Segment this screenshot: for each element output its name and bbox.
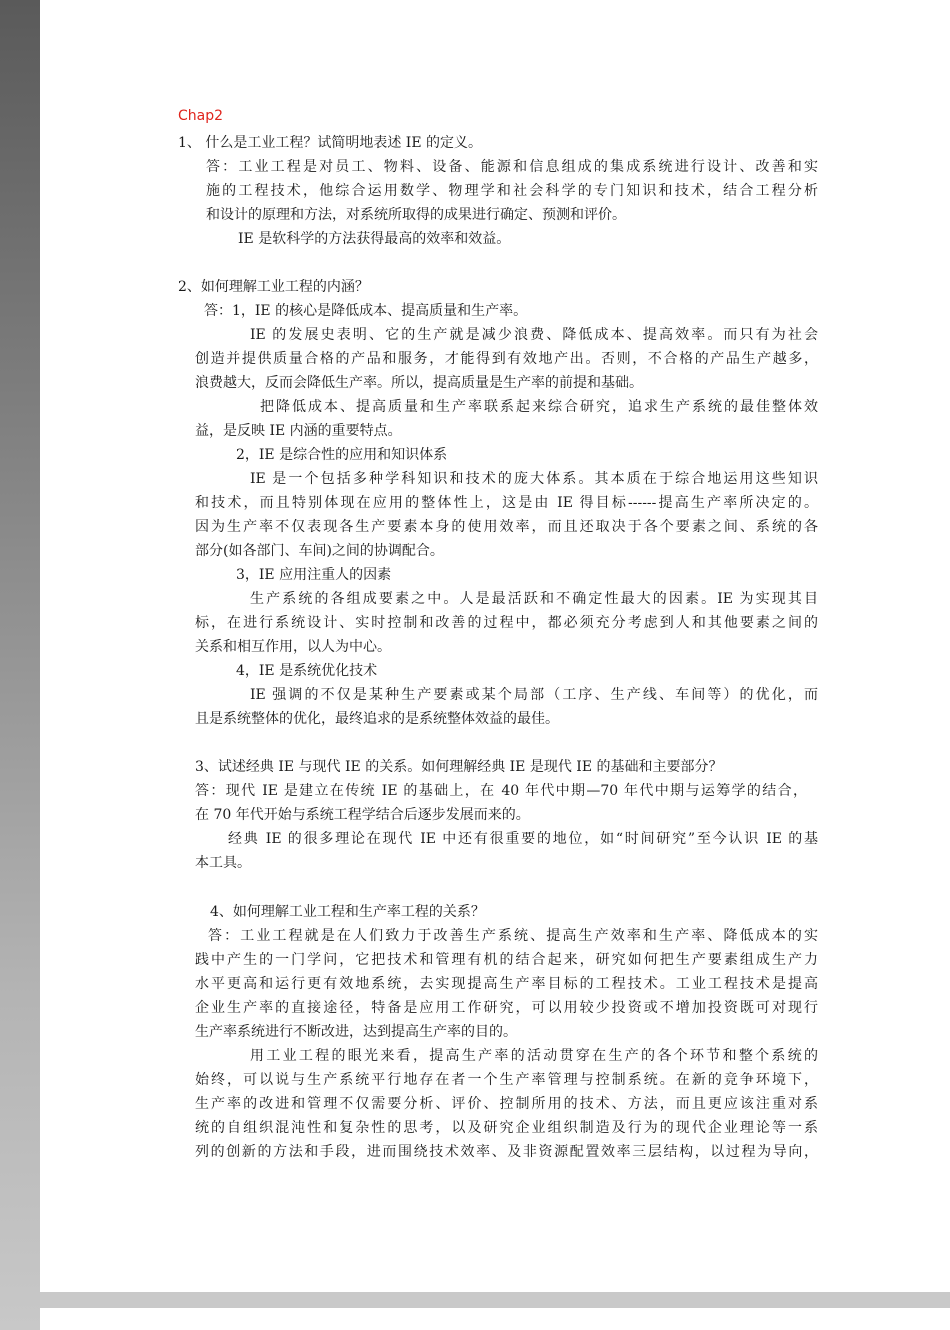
answer-1-line: 答：工业工程是对员工、物料、设备、能源和信息组成的集成系统进行设计、改善和实 (206, 159, 818, 175)
answer-4-line: 生产率的改进和管理不仅需要分析、评价、控制所用的技术、方法，而且更应该注重对系 (195, 1096, 818, 1112)
page-bottom-separator (40, 1292, 950, 1308)
answer-2-line: 且是系统整体的优化，最终追求的是系统整体效益的最佳。 (195, 711, 559, 727)
answer-4-line: 统的自组织混沌性和复杂性的思考，以及研究企业组织制造及行为的现代企业理论等一系 (195, 1120, 818, 1136)
answer-4-line: 列的创新的方法和手段，进而围绕技术效率、及非资源配置效率三层结构，以过程为导向， (195, 1144, 818, 1160)
question-2-title: 2、如何理解工业工程的内涵？ (178, 279, 369, 295)
answer-2-line: 浪费越大，反而会降低生产率。所以，提高质量是生产率的前提和基础。 (195, 375, 643, 391)
answer-2-line: 因为生产率不仅表现各生产要素本身的使用效率，而且还取决于各个要素之间、系统的各 (195, 519, 818, 535)
answer-2-point-1-title: 答：1，IE 的核心是降低成本、提高质量和生产率。 (204, 303, 528, 319)
answer-1-line: 和设计的原理和方法，对系统所取得的成果进行确定、预测和评价。 (206, 207, 626, 223)
answer-4-line: 水平更高和运行更有效地系统，去实现提高生产率目标的工程技术。工业工程技术是提高 (195, 976, 818, 992)
answer-2-line: 把降低成本、提高质量和生产率联系起来综合研究，追求生产系统的最佳整体效 (260, 399, 818, 415)
answer-2-line: 益，是反映 IE 内涵的重要特点。 (195, 423, 402, 439)
answer-4-line: 生产率系统进行不断改进，达到提高生产率的目的。 (195, 1024, 517, 1040)
answer-4-line: 答：工业工程就是在人们致力于改善生产系统、提高生产效率和生产率、降低成本的实 (208, 928, 818, 944)
answer-2-point-4-title: 4，IE 是系统优化技术 (236, 663, 378, 679)
chapter-heading: Chap2 (178, 108, 224, 124)
answer-4-line: 践中产生的一门学问，它把技术和管理有机的结合起来，研究如何把生产要素组成生产力 (195, 952, 818, 968)
answer-2-line: 部分(如各部门、车间)之间的协调配合。 (195, 543, 444, 559)
document-page (40, 0, 950, 1292)
answer-2-line: IE 强调的不仅是某种生产要素或某个局部（工序、生产线、车间等）的优化，而 (250, 687, 818, 703)
question-1-title: 1、 什么是工业工程？试简明地表述 IE 的定义。 (178, 135, 483, 151)
answer-2-line: 创造并提供质量合格的产品和服务，才能得到有效地产出。否则，不合格的产品生产越多， (195, 351, 818, 367)
answer-3-line: 在 70 年代开始与系统工程学结合后逐步发展而来的。 (195, 807, 530, 823)
answer-1-line: IE 是软科学的方法获得最高的效率和效益。 (238, 231, 511, 247)
answer-2-line: IE 的发展史表明、它的生产就是减少浪费、降低成本、提高效率。而只有为社会 (250, 327, 818, 343)
answer-4-line: 企业生产率的直接途径，特备是应用工作研究，可以用较少投资或不增加投资既可对现行 (195, 1000, 818, 1016)
answer-2-line: 和技术，而且特别体现在应用的整体性上，这是由 IE 得目标------提高生产率所决定的。 (195, 495, 818, 511)
question-4-title: 4、如何理解工业工程和生产率工程的关系？ (210, 904, 485, 920)
answer-2-line: IE 是一个包括多种学科知识和技术的庞大体系。其本质在于综合地运用这些知识 (250, 471, 818, 487)
answer-4-line: 始终，可以说与生产系统平行地存在者一个生产率管理与控制系统。在新的竞争环境下， (195, 1072, 818, 1088)
question-3-title: 3、试述经典 IE 与现代 IE 的关系。如何理解经典 IE 是现代 IE 的基础和主要部分？ (195, 759, 723, 775)
answer-1-line: 施的工程技术，他综合运用数学、物理学和社会科学的专门知识和技术，结合工程分析 (206, 183, 818, 199)
left-margin-bar (0, 0, 40, 1330)
answer-3-line: 答：现代 IE 是建立在传统 IE 的基础上，在 40 年代中期—70 年代中期与运筹学的结合， (195, 783, 807, 799)
answer-2-line: 关系和相互作用，以人为中心。 (195, 639, 391, 655)
answer-2-point-3-title: 3，IE 应用注重人的因素 (236, 567, 392, 583)
answer-3-line: 经典 IE 的很多理论在现代 IE 中还有很重要的地位，如“时间研究”至今认识 IE 的基 (228, 831, 818, 847)
answer-4-line: 用工业工程的眼光来看，提高生产率的活动贯穿在生产的各个环节和整个系统的 (250, 1048, 818, 1064)
answer-3-line: 本工具。 (195, 855, 251, 871)
answer-2-line: 标，在进行系统设计、实时控制和改善的过程中，都必须充分考虑到人和其他要素之间的 (195, 615, 818, 631)
answer-2-line: 生产系统的各组成要素之中。人是最活跃和不确定性最大的因素。IE 为实现其目 (250, 591, 818, 607)
answer-2-point-2-title: 2，IE 是综合性的应用和知识体系 (236, 447, 448, 463)
